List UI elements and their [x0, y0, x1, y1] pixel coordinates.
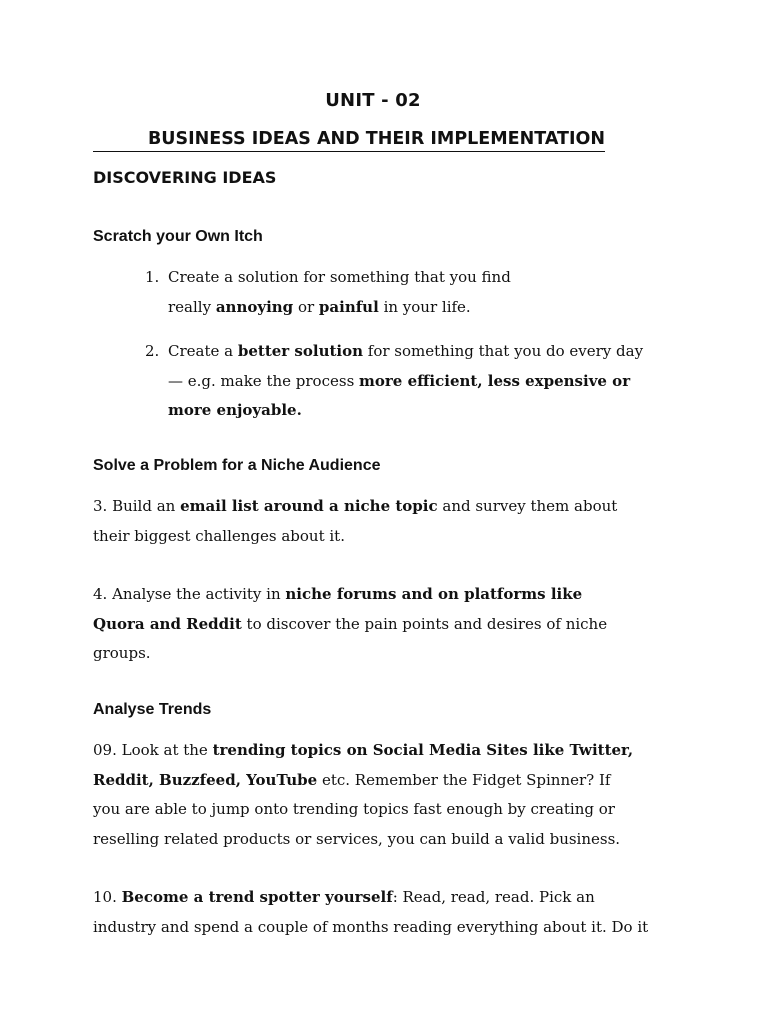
- paragraph: 4. Analyse the activity in niche forums and on platforms like Quora and Reddit to discover the pain points and desires of niche groups.: [93, 585, 608, 662]
- list-item: Create a better solution for something that you do every day — e.g. make the process more efficient, less expensive or more enjoyable.: [168, 342, 644, 419]
- subheading-analyse-trends: Analyse Trends: [93, 701, 212, 718]
- bold-text: annoying: [215, 297, 294, 316]
- paragraph: 3. Build an email list around a niche topic and survey them about their biggest challenges about it.: [93, 497, 618, 545]
- section-title: DISCOVERING IDEAS: [93, 168, 277, 187]
- unit-title: UNIT - 02: [325, 90, 421, 111]
- bold-text: email list around a niche topic: [180, 497, 438, 515]
- bold-text: Reddit, Buzzfeed, YouTube: [93, 770, 318, 789]
- subheading-scratch-itch: Scratch your Own Itch: [93, 228, 263, 245]
- bold-text: niche forums and on platforms like: [285, 585, 583, 603]
- bold-text: more efficient, less expensive or: [359, 371, 631, 390]
- bold-text: trending topics on Social Media Sites like Twitter,: [212, 741, 634, 759]
- subheading-niche-audience: Solve a Problem for a Niche Audience: [93, 457, 381, 474]
- bold-text: more enjoyable.: [168, 401, 302, 419]
- paragraph: 09. Look at the trending topics on Social Media Sites like Twitter, Reddit, Buzzfeed, YouTube etc. Remember the Fidget Spinner? If you are able to jump onto trending topics fast enough by creating or reselling related products or services, you can build a valid business.: [93, 741, 634, 848]
- list-item: Create a solution for something that you find really annoying or painful in your life.: [168, 268, 511, 316]
- list-number: 2.: [145, 342, 160, 360]
- bold-text: Quora and Reddit: [93, 614, 242, 633]
- bold-text: Become a trend spotter yourself: [121, 888, 393, 906]
- paragraph: 10. Become a trend spotter yourself: Read, read, read. Pick an industry and spend a couple of months reading everything about it. Do it: [93, 888, 649, 936]
- main-title: BUSINESS IDEAS AND THEIR IMPLEMENTATION: [93, 128, 605, 152]
- bold-text: better solution: [237, 342, 364, 360]
- list-number: 1.: [145, 268, 160, 286]
- bold-text: painful: [318, 297, 379, 316]
